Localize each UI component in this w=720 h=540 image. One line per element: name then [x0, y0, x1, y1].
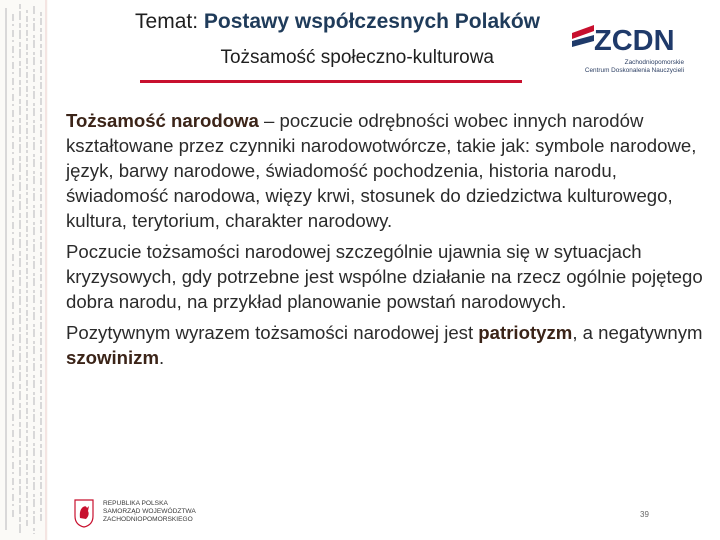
paragraph-patriotism [66, 320, 706, 370]
manuscript-handwriting-image [0, 0, 48, 540]
logo-subtitle [572, 59, 684, 75]
footer-line1: REPUBLIKA POLSKA [103, 500, 168, 507]
defined-term: Tożsamość narodowa [66, 110, 259, 131]
manuscript-decoration [0, 0, 48, 540]
p3-text-middle: , a negatywnym [572, 322, 703, 343]
logo-brand: ZCDN [594, 25, 675, 57]
footer-line3: ZACHODNIOPOMORSKIEGO [103, 516, 193, 523]
logo-sub-line1: Zachodniopomorskie [624, 59, 684, 66]
title-topic: Postawy współczesnych Polaków [203, 10, 540, 33]
main-content [66, 108, 706, 376]
definition-text: – poczucie odrębności wobec innych narodów kształtowane przez czynniki narodowotwórcze, takie jak: symbole narodowe, język, barwy narodowe, świadomość pochodzenia, historia narodu, świadomość narodowa, więzy krwi, stosunek do dziedzictwa kulturowego, kultura, terytorium, charakter narodowy. [66, 110, 697, 231]
logo-sub-line2: Centrum Doskonalenia Nauczycieli [584, 67, 684, 74]
keyword-patriotism: patriotyzm [478, 322, 573, 343]
page-subtitle: Tożsamość społeczno-kulturowa [220, 47, 494, 68]
zcdn-chevron-icon [572, 25, 596, 53]
paragraph-crisis: Poczucie tożsamości narodowej szczególnie ujawnia się w sytuacjach kryzysowych, gdy potrzebne jest wspólne działanie na rzecz ogólnie pojętego dobra narodu, na przykład planowanie powstań narodowych. [66, 241, 703, 312]
griffin-emblem-icon [73, 498, 95, 528]
footer-sponsor-logo [73, 498, 213, 534]
footer-sponsor-text [103, 500, 196, 524]
title-underline [140, 80, 522, 83]
zcdn-logo [572, 25, 684, 77]
paragraph-definition [66, 108, 706, 233]
p3-text-after: . [158, 347, 165, 368]
page-title [0, 10, 540, 34]
keyword-chauvinism: szowinizm [66, 347, 159, 368]
footer-line2: SAMORZĄD WOJEWÓDZTWA [103, 508, 196, 515]
title-prefix: Temat: [135, 10, 204, 33]
p3-text-before: Pozytywnym wyrazem tożsamości narodowej jest [66, 322, 479, 343]
page-number: 39 [640, 510, 649, 519]
